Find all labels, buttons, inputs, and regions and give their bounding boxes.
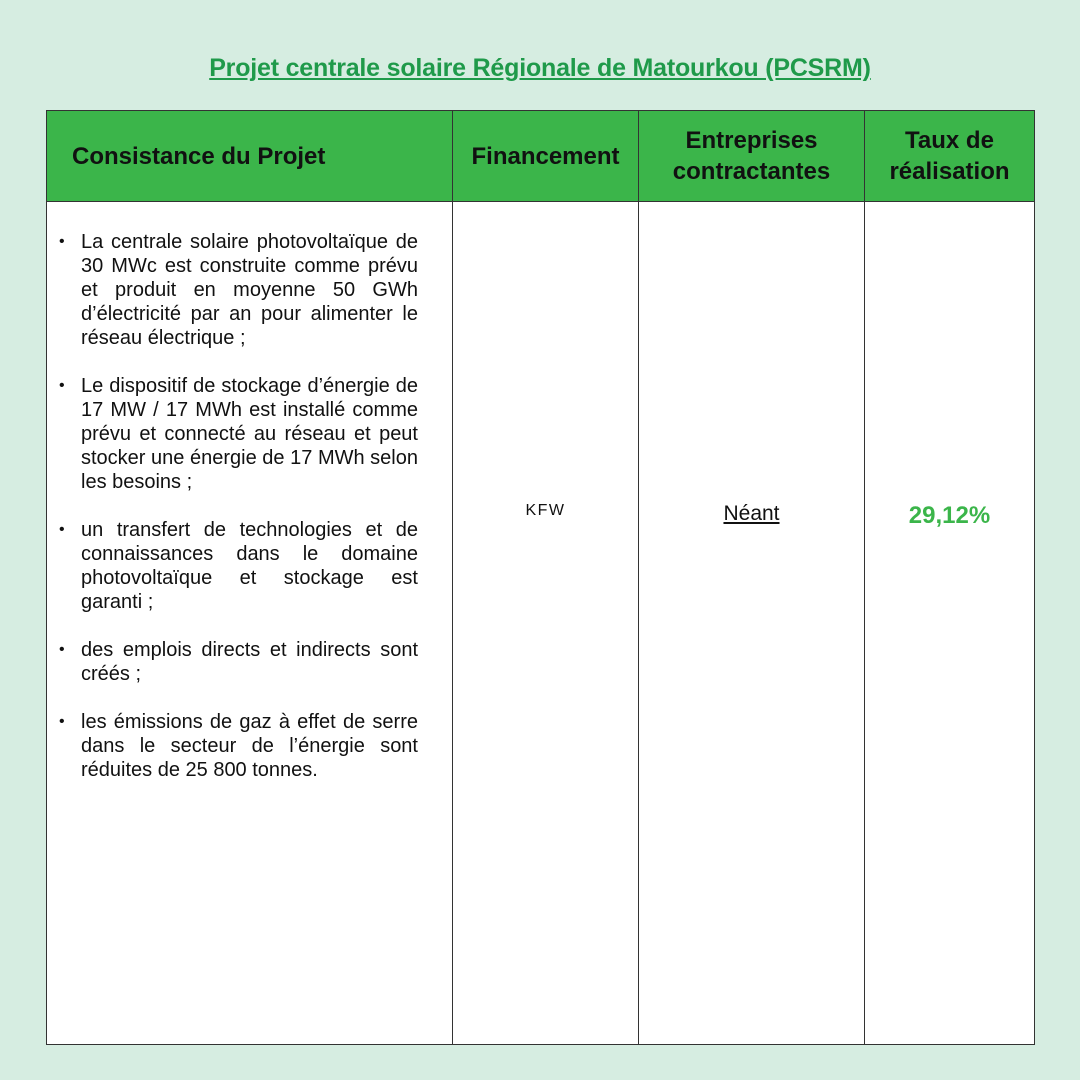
taux-cell: [865, 202, 1035, 1045]
list-item-text: La centrale solaire photovoltaïque de 30 MWc est construite comme prévu et produit en moyenne 50 GWh d’électricité par an pour alimenter le réseau électrique ;: [81, 231, 418, 349]
page-title: Projet centrale solaire Régionale de Matourkou (PCSRM): [209, 54, 871, 82]
entreprises-cell: [639, 202, 865, 1045]
bullet-icon: •: [59, 713, 65, 730]
bullet-icon: •: [59, 377, 65, 394]
header-consistance: Consistance du Projet: [47, 111, 453, 202]
header-entreprises: Entreprises contractantes: [639, 111, 865, 202]
list-item: [59, 638, 418, 686]
bullet-icon: •: [59, 233, 65, 250]
financement-value: KFW: [525, 502, 566, 519]
header-financement: Financement: [453, 111, 639, 202]
list-item-text: Le dispositif de stockage d’énergie de 17 MW / 17 MWh est installé comme prévu et connecté au réseau et peut stocker une énergie de 17 MWh selon les besoins ;: [81, 375, 418, 493]
header-row: [47, 111, 1035, 202]
list-item-text: des emplois directs et indirects sont créés ;: [81, 639, 418, 685]
table-row: [47, 202, 1035, 1045]
list-item: [59, 710, 418, 782]
entreprises-value: Néant: [723, 502, 780, 525]
consistance-cell: [47, 202, 453, 1045]
list-item: [59, 518, 418, 614]
list-item-text: les émissions de gaz à effet de serre dans le secteur de l’énergie sont réduites de 25 800 tonnes.: [81, 711, 418, 781]
bullet-icon: •: [59, 641, 65, 658]
bullet-icon: •: [59, 521, 65, 538]
consistance-list: [47, 202, 452, 782]
financement-cell: [453, 202, 639, 1045]
header-taux: Taux de réalisation: [865, 111, 1035, 202]
list-item: [59, 230, 418, 350]
list-item: [59, 374, 418, 494]
project-table: [46, 110, 1035, 1045]
list-item-text: un transfert de technologies et de connaissances dans le domaine photovoltaïque et stockage est garanti ;: [81, 519, 418, 613]
taux-value: 29,12%: [908, 502, 991, 529]
